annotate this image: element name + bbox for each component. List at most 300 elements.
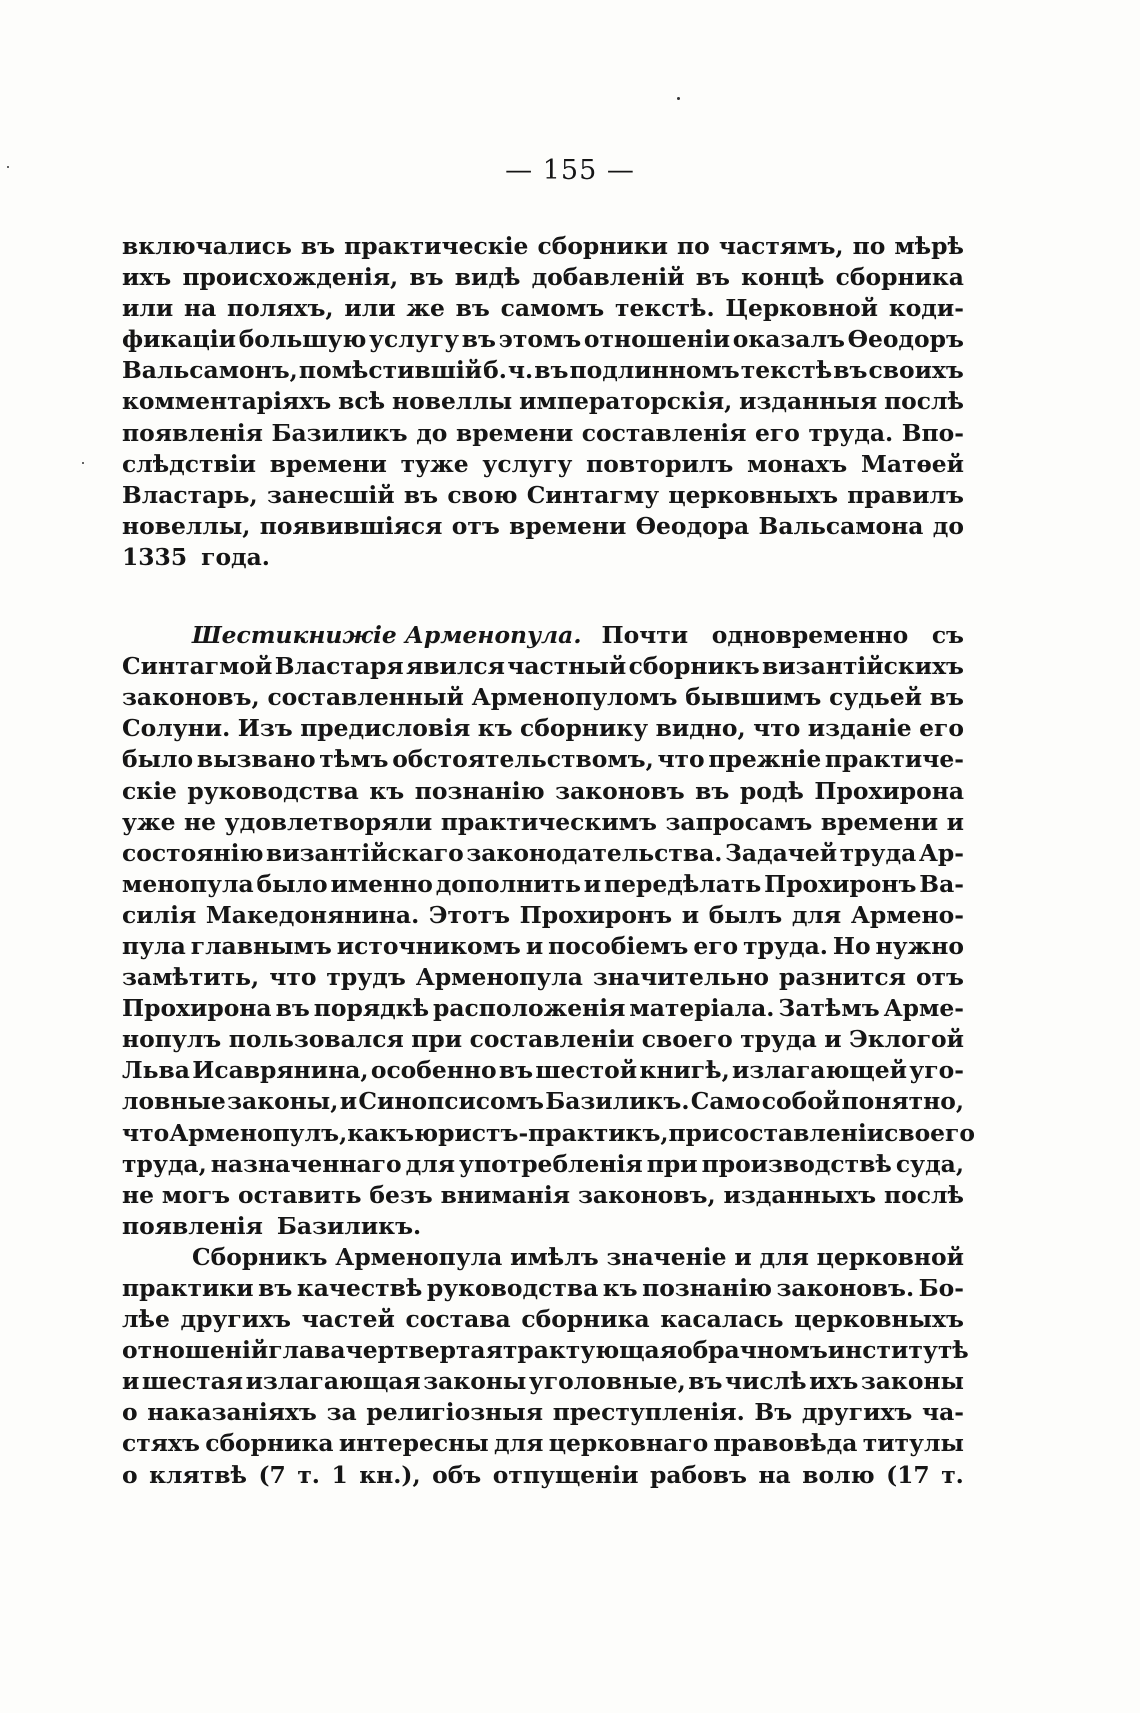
word: для [494,1429,544,1458]
word: не [184,807,217,836]
paragraph-2 [122,620,975,1242]
page-number: — 155 — [505,155,635,186]
word: труда, [122,1149,207,1178]
word: пула [122,931,186,960]
word: видѣ [454,263,521,292]
word: оказалъ [732,325,845,354]
word: для [759,1242,809,1271]
word: Армено- [850,900,964,929]
word: ловные [122,1087,226,1116]
word: въ [461,325,496,354]
word: дополнить [435,869,581,898]
word: Само [690,1087,761,1116]
text-line [122,449,964,480]
word: къ [369,776,405,805]
text-line [122,651,964,682]
word: добавленій [531,263,685,292]
word: объ [432,1460,482,1489]
word: на [758,1460,791,1489]
text-line [122,386,964,417]
word: византійскихъ [762,652,964,681]
word: сборнику [520,714,649,743]
word: Прохиронъ [764,869,917,898]
word: услугу [369,325,460,354]
text-line [122,1460,964,1491]
word: особенно [370,1056,497,1085]
text-line [122,713,964,744]
word: составленіи [469,1025,635,1054]
word: его [919,714,964,743]
word: суда, [895,1149,964,1178]
word: Задачей [724,838,838,867]
word: Ѳеодора [635,511,750,540]
word: и [583,869,602,898]
lead-line-rest [601,620,964,651]
word: одновременно [711,621,909,650]
word: что [122,1118,170,1147]
word: своихъ [868,356,964,385]
word: сборника [521,1305,650,1334]
word: изданныя [739,387,878,416]
word: на [183,294,217,323]
word: и [525,931,544,960]
word: для [791,900,842,929]
word: появившіяся [259,511,443,540]
word: скіе [122,776,177,805]
text-line [122,744,964,775]
word: въ [695,776,730,805]
word: могъ [161,1180,231,1209]
word: же [406,294,445,323]
word: вниманія [440,1180,571,1209]
scan-speck [677,97,680,100]
word: Сборникъ [192,1242,328,1271]
word: сборника [835,263,964,292]
word: законовъ [555,776,685,805]
word: своего [641,1025,733,1054]
word: 1 [331,1460,348,1489]
text-line [122,262,964,293]
word: порядкѣ [313,994,430,1023]
word: что [753,714,801,743]
text-line [122,1366,964,1397]
text-line [122,1086,964,1117]
word: нопулъ [122,1025,222,1054]
word: Македонянина. [205,900,420,929]
word: Вальсамона [758,511,924,540]
word: Бо- [918,1274,964,1302]
word: расположенія [433,994,626,1023]
word: въ [300,232,336,260]
word: родѣ [739,776,804,805]
text-line [122,324,964,355]
text-line [122,1397,964,1428]
word: и [946,807,964,836]
word: былъ [708,900,783,929]
word: ч. [507,356,534,385]
word: монахъ [747,449,848,478]
word: комментаріяхъ [122,387,332,416]
word: церковнаго [548,1429,709,1458]
word: церковныхъ [794,1305,964,1334]
word: Базиликъ. [545,1087,690,1116]
word: Властарь, [122,480,258,509]
word: качествѣ [296,1274,423,1302]
word: новеллы [391,387,513,416]
word: состоянію [122,838,264,867]
word: или [122,294,174,323]
word: сборникъ [628,652,760,681]
word: уго- [909,1056,964,1085]
text-line [122,418,964,449]
word: значительно [592,963,769,992]
word: императорскія, [519,387,733,416]
word: ихъ [809,1367,859,1396]
word: Синопсисомъ [358,1087,544,1116]
text-line [122,1180,964,1211]
word: вызвано [196,745,316,774]
text-line [122,1273,964,1304]
word: производствѣ [701,1149,892,1178]
text-line [122,1055,964,1086]
word: прежніе [708,745,822,774]
text-line [122,682,964,713]
text-line [122,869,964,900]
word: было [256,869,328,898]
word: другихъ [180,1305,291,1334]
word: частямъ, [718,232,844,260]
word: въ [403,480,439,509]
word: своего [884,1118,975,1147]
word: при [646,1149,698,1178]
word: Въ [754,1398,793,1427]
word: всѣ [338,387,386,416]
word: б. [483,356,507,385]
italic-heading: Шестикнижіе Арменопула. [192,621,582,650]
word: практиче- [824,745,964,774]
word: отъ [451,511,500,540]
word: послѣ [884,387,964,416]
word: мѣрѣ [894,232,964,260]
word: шестой [535,1056,638,1085]
word: включались [122,232,292,260]
word: замѣтить, [122,963,260,992]
word: сборника [205,1429,334,1458]
word: Прохиронъ [519,900,673,929]
word: правилъ [847,480,964,509]
word: титулы [862,1429,964,1458]
word: Матѳей [860,449,964,478]
word: Почти [601,621,689,650]
word: ча- [922,1398,964,1427]
word: книгѣ, [639,1056,730,1085]
word: Изъ [237,714,293,743]
scan-speck [7,166,9,168]
word: состава [405,1305,511,1334]
word: Но [832,931,871,960]
word: предисловія [300,714,471,743]
word: Вальсамонъ, [122,356,298,385]
word: занесшій [266,480,395,509]
word: лѣе [122,1305,170,1334]
word: отношеніи [583,325,731,354]
word: юристъ-практикъ, [414,1118,669,1147]
paragraph-1 [122,231,964,573]
word: имѣлъ [510,1242,599,1271]
word: Льва [122,1056,190,1085]
text-line [122,542,964,573]
word: оставить [238,1180,362,1209]
word: составленія [581,418,747,447]
word: отпущеніи [492,1460,639,1489]
text-line [122,511,964,542]
word: Исаврянина, [192,1056,369,1085]
text-line [122,1149,964,1180]
word: практики [122,1274,254,1302]
word: Базиликъ [271,418,408,447]
word: уже [122,807,176,836]
word: о [122,1460,138,1489]
word: познанію [642,1274,772,1302]
word: законовъ. [776,1274,915,1302]
word: законы [423,1367,527,1396]
word: при [668,1118,720,1147]
word: труда [740,1025,817,1054]
word: уголовные, [528,1367,686,1396]
paragraph-3 [122,1242,969,1491]
word: времени [820,807,939,836]
word: церковныхъ [668,480,839,509]
word: въ [275,994,310,1023]
word: времени [509,511,627,540]
word: кн.), [359,1460,421,1489]
word: волю [802,1460,875,1489]
word: Базиликъ. [276,1211,422,1240]
word: труда. [808,418,894,447]
word: разнится [779,963,906,992]
word: преступленія. [552,1398,745,1427]
word: не [122,1180,155,1209]
word: явился [406,652,505,681]
word: труда. [743,931,828,960]
word: слѣдствіи [122,449,256,478]
word: 1335 [122,542,188,571]
word: въ [455,294,490,323]
text-line [122,807,964,838]
word: касалась [660,1305,784,1334]
word: видно, [655,714,746,743]
text-line [122,962,964,993]
word: руководства [426,1274,599,1302]
word: значеніе [606,1242,727,1271]
text-line [122,1211,964,1242]
word: изданіе [807,714,912,743]
text-line [122,776,964,807]
word: и [734,1242,752,1271]
word: правовѣда [713,1429,858,1458]
word: было [122,745,194,774]
word: года. [201,542,270,571]
word: Затѣмъ [778,994,880,1023]
word: понятно, [841,1087,964,1116]
word: другихъ [801,1398,913,1427]
text-line [122,1242,964,1273]
word: съ [931,621,964,650]
word: безъ [369,1180,433,1209]
word: въ [833,356,868,385]
word: его [755,418,800,447]
word: ихъ [122,263,172,292]
word: туже [400,449,469,478]
word: о [676,1336,693,1365]
word: наказаніяхъ [147,1398,317,1427]
word: религіозныя [366,1398,544,1427]
word: стяхъ [122,1429,200,1458]
word: фикаціи [122,325,237,354]
word: повторилъ [586,449,734,478]
word: чертвертая [345,1336,503,1365]
word: за [326,1398,357,1427]
word: числѣ [724,1367,807,1396]
word: удовлетворяли [224,807,433,836]
word: Впо- [901,418,964,447]
word: и [122,1367,140,1396]
word: законовъ, [577,1180,716,1209]
word: именно [330,869,433,898]
word: судьей [829,683,922,712]
word: Синтагму [526,480,660,509]
word: клятвѣ [149,1460,247,1489]
word: при [411,1025,463,1054]
word: законы, [227,1087,339,1116]
word: текстѣ [740,356,833,385]
word: назначеннаго [210,1149,402,1178]
word: пособіемъ [548,931,689,960]
word: и [339,1087,358,1116]
word: времени [456,418,574,447]
word: трудъ [326,963,406,992]
text-line [122,480,964,511]
word: Синтагмой [122,652,273,681]
text-line [122,231,964,262]
word: брачномъ [692,1336,828,1365]
word: большую [238,325,367,354]
word: т. [297,1460,320,1489]
word: законовъ, [122,683,260,712]
word: менопула [122,869,254,898]
scan-speck [82,462,84,464]
text-line [122,355,964,386]
word: въ [695,263,730,292]
word: Властаря [274,652,404,681]
word: шестая [141,1367,244,1396]
word: Этотъ [428,900,511,929]
word: появленія [122,1211,263,1240]
word: происхожденія, [182,263,399,292]
word: подлинномъ [569,356,740,385]
word: запросамъ [665,807,813,836]
word: самомъ [500,294,605,323]
text-line [122,838,964,869]
word: Арменопула [415,963,583,992]
word: источникомъ [336,931,521,960]
word: сборники [537,232,668,260]
word: познанію [414,776,545,805]
word: излагающая [245,1367,421,1396]
word: въ [498,1056,534,1085]
word: институтѣ [827,1336,969,1365]
text-line [122,1024,964,1055]
word: послѣ [884,1180,964,1209]
word: собой [761,1087,841,1116]
text-line [122,900,964,931]
word: Ва- [919,869,964,898]
word: нужно [875,931,964,960]
word: появленія [122,418,263,447]
word: Арменопула [335,1242,503,1271]
word: или [344,294,396,323]
word: поляхъ, [227,294,334,323]
text-line [122,1118,975,1149]
word: законы [860,1367,964,1396]
word: въ [534,356,569,385]
word: концѣ [741,263,825,292]
word: этомъ [498,325,582,354]
word: его [693,931,739,960]
word: трактующая [502,1336,677,1365]
word: для [405,1149,455,1178]
word: Прохирона [122,994,272,1023]
word: церковной [816,1242,964,1271]
word: въ [258,1274,293,1302]
word: какъ [347,1118,415,1147]
word: что [657,745,705,774]
word: Прохирона [814,776,964,805]
word: и [824,1025,842,1054]
word: обстоятельствомъ, [392,745,654,774]
word: къ [602,1274,638,1302]
word: отношеній [122,1336,269,1365]
word: къ [477,714,513,743]
word: рабовъ [650,1460,747,1489]
word: интересны [338,1429,489,1458]
text-line [122,931,964,962]
word: времени [269,449,387,478]
word: отъ [915,963,964,992]
word: о [122,1398,138,1427]
word: Ар- [918,838,964,867]
word: (17 [886,1460,930,1489]
word: Эклогой [849,1025,964,1054]
word: до [416,418,448,447]
text-line [122,1304,964,1335]
word: текстѣ. [615,294,715,323]
word: тѣмъ [319,745,389,774]
word: что [269,963,317,992]
word: услугу [482,449,573,478]
word: матеріала. [629,994,775,1023]
word: Солуни. [122,714,231,743]
text-line [122,1335,969,1366]
word: помѣстившій [298,356,483,385]
word: свою [447,480,518,509]
word: до [932,511,964,540]
word: коди- [888,294,964,323]
word: руководства [187,776,359,805]
word: по [852,232,886,260]
word: частный [507,652,627,681]
word: т. [941,1460,964,1489]
